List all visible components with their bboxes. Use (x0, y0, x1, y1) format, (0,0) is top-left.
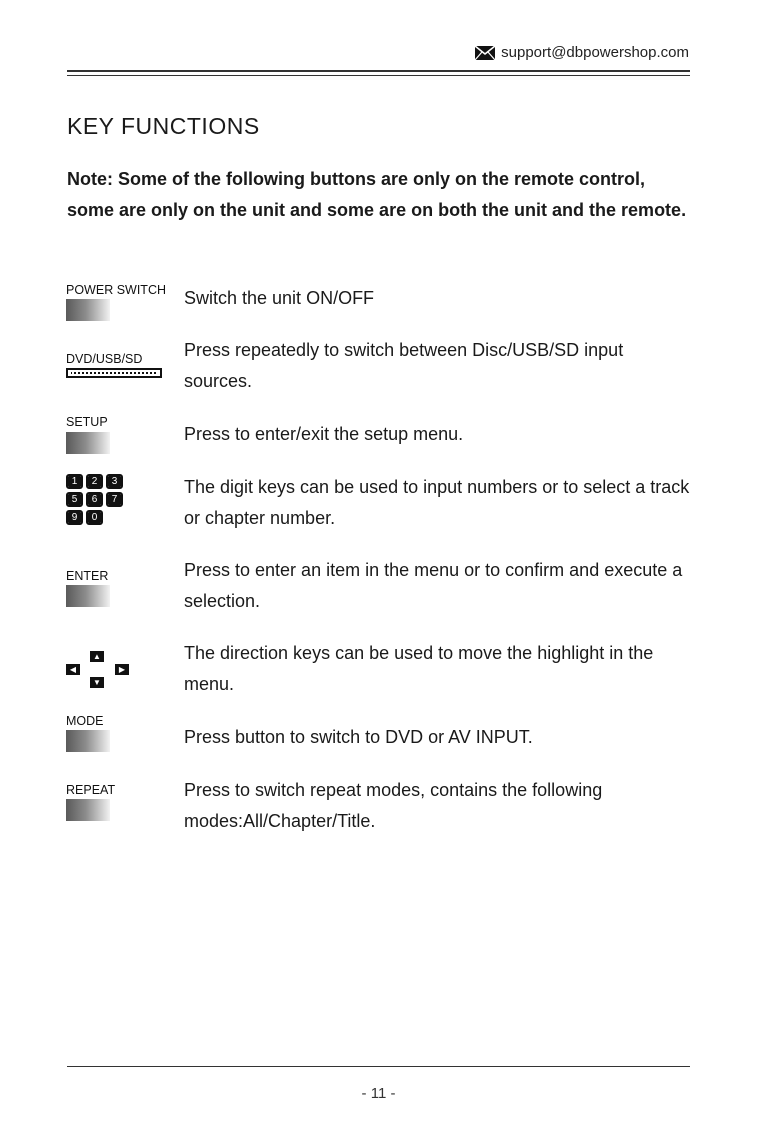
up-arrow-icon: ▲ (90, 651, 104, 662)
digit-key: 5 (68, 494, 81, 505)
mode-label: MODE (66, 714, 104, 728)
mode-button-icon (66, 730, 110, 752)
page-number: - 11 - (361, 1085, 396, 1102)
digit-key: 0 (88, 512, 101, 523)
envelope-icon (475, 46, 495, 60)
header-rule (67, 70, 690, 72)
footer-rule (67, 1066, 690, 1067)
dvd-usb-sd-label: DVD/USB/SD (66, 352, 143, 366)
down-arrow-icon: ▼ (90, 677, 104, 688)
enter-label: ENTER (66, 569, 109, 583)
power-switch-label: POWER SWITCH (66, 283, 166, 297)
power-switch-description: Switch the unit ON/OFF (184, 288, 375, 308)
direction-keys-icon (66, 651, 132, 689)
header-rule-thin (67, 75, 690, 76)
setup-button-icon (66, 432, 110, 454)
digit-key: 9 (68, 512, 81, 523)
digit-key: 3 (108, 476, 121, 487)
mode-description: Press button to switch to DVD or AV INPUT. (184, 727, 533, 747)
digit-key: 2 (88, 476, 101, 487)
right-arrow-icon: ▶ (115, 664, 129, 675)
support-email[interactable]: support@dbpowershop.com (501, 44, 689, 61)
repeat-button-icon (66, 799, 110, 821)
setup-description: Press to enter/exit the setup menu. (184, 424, 464, 444)
digit-key: 1 (68, 476, 81, 487)
note-paragraph: Note: Some of the following buttons are only on the remote control, some are only on the unit and some are on both the unit and the remote. (67, 169, 687, 220)
enter-description: Press to enter an item in the menu or to confirm and execute a selection. (184, 560, 683, 611)
direction-keys-description: The direction keys can be used to move the highlight in the menu. (184, 643, 654, 694)
slot-icon (66, 368, 162, 378)
left-arrow-icon: ◀ (66, 664, 80, 675)
digit-key: 7 (108, 494, 121, 505)
setup-label: SETUP (66, 415, 108, 429)
digit-key: 6 (88, 494, 101, 505)
page-title: KEY FUNCTIONS (67, 113, 260, 139)
dvd-usb-sd-description: Press repeatedly to switch between Disc/USB/SD input sources. (184, 340, 624, 391)
repeat-description: Press to switch repeat modes, contains the following modes:All/Chapter/Title. (184, 780, 603, 831)
header-contact (475, 44, 689, 61)
digit-keys-icon (66, 474, 126, 530)
power-switch-button-icon (66, 299, 110, 321)
digit-keys-description: The digit keys can be used to input numbers or to select a track or chapter number. (184, 477, 690, 528)
enter-button-icon (66, 585, 110, 607)
repeat-label: REPEAT (66, 783, 116, 797)
